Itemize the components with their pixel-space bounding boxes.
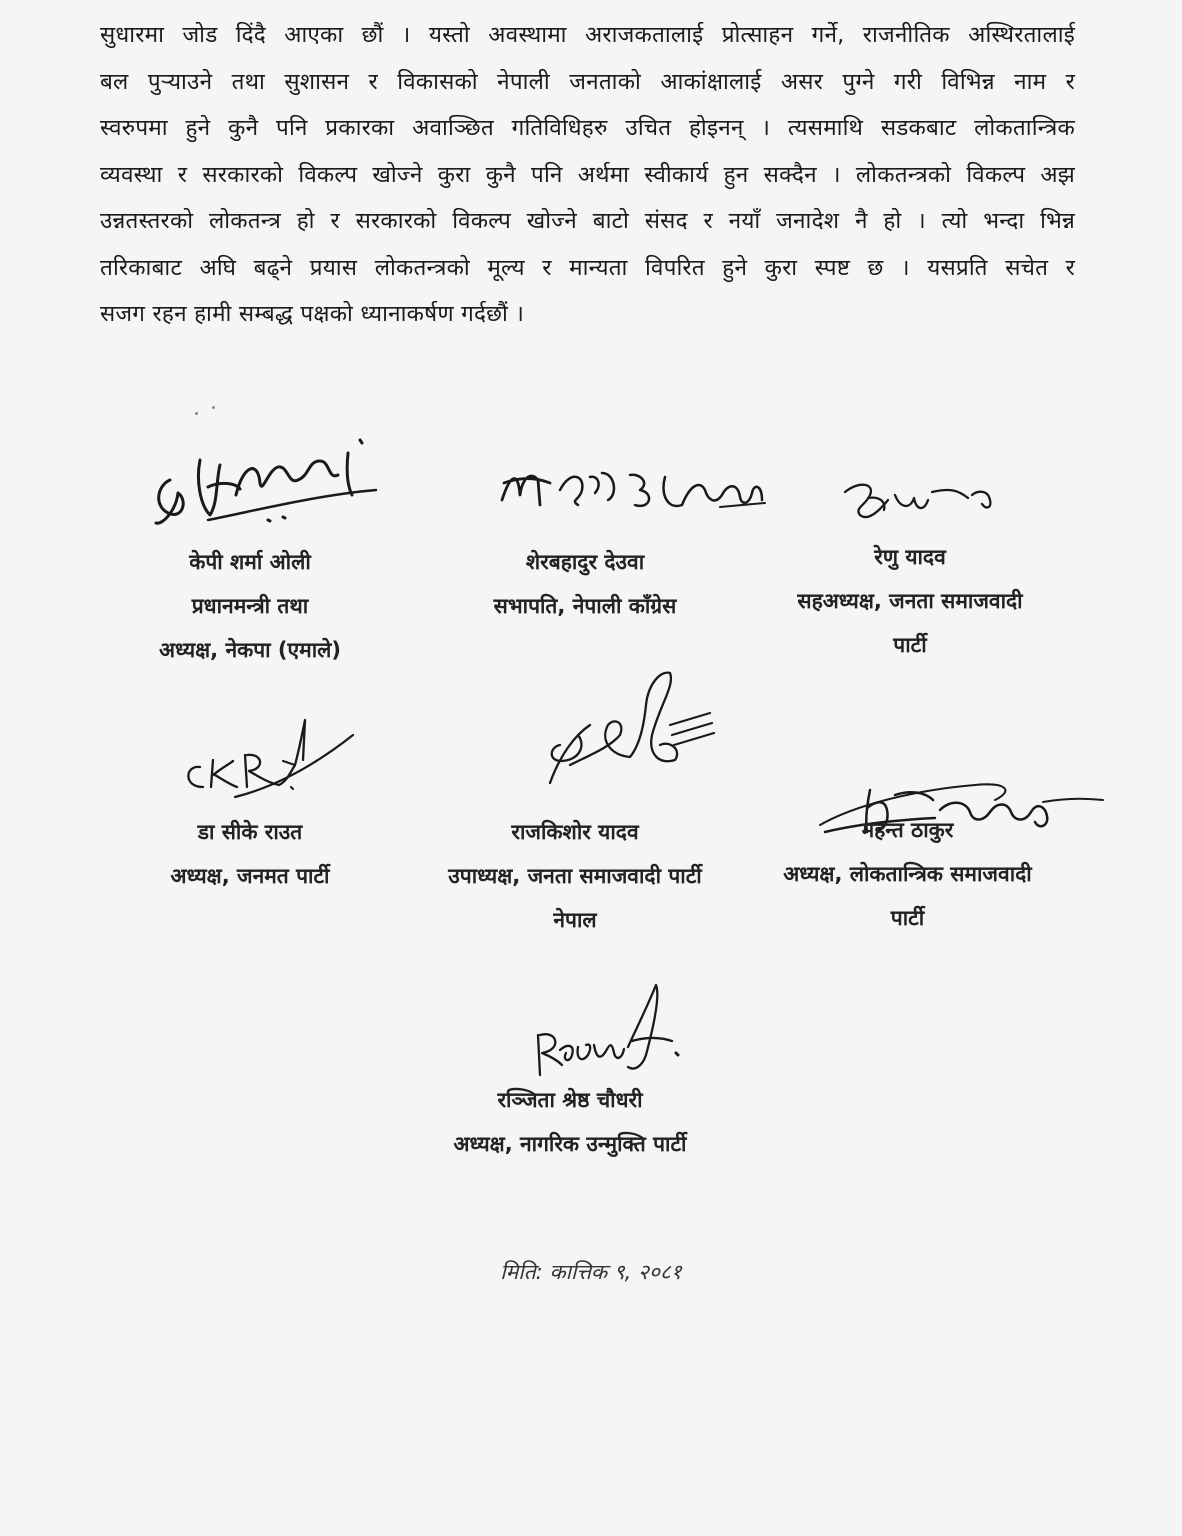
- body-line: सजग रहन हामी सम्बद्ध पक्षको ध्यानाकर्षण गर्दछौं ।: [100, 301, 525, 327]
- signatory-title: पार्टी: [893, 633, 927, 657]
- signature-renu-yadav: [840, 470, 1010, 530]
- signatory-title: सभापति, नेपाली काँग्रेस: [493, 594, 677, 618]
- signatory-title: पार्टी: [890, 906, 925, 930]
- signatory-block: [405, 810, 745, 942]
- document-date: मिति: कात्तिक ९, २०८१: [500, 1260, 682, 1284]
- signatory-block: [755, 808, 1060, 940]
- body-line: तरिकाबाट अघि बढ्ने प्रयास लोकतन्त्रको मूल्य र मान्यता विपरित हुने कुरा स्पष्ट छ । यसप्रति सचेत र: [100, 254, 1075, 281]
- signature-ranjita-shrestha-chaudhary: [520, 975, 695, 1080]
- body-line: व्यवस्था र सरकारको विकल्प खोज्ने कुरा कुनै पनि अर्थमा स्वीकार्य हुन सक्दैन । लोकतन्त्रको विकल्प अझ: [100, 161, 1075, 188]
- signatory-block: [380, 1078, 760, 1166]
- signature-ck-raut: [175, 705, 360, 800]
- scan-speck: [195, 412, 198, 415]
- scan-speck: [212, 406, 215, 409]
- signatory-name: शेरबहादुर देउवा: [525, 550, 645, 574]
- signatory-block: [420, 540, 750, 628]
- signature-rajkishor-yadav: [520, 665, 720, 795]
- signatory-block: [760, 535, 1060, 667]
- signatory-title: उपाध्यक्ष, जनता समाजवादी पार्टी: [448, 864, 702, 888]
- signatory-title: अध्यक्ष, लोकतान्त्रिक समाजवादी: [783, 862, 1032, 886]
- signatory-title: सहअध्यक्ष, जनता समाजवादी: [797, 589, 1023, 613]
- signatory-name: महन्त ठाकुर: [861, 818, 954, 842]
- signature-sher-bahadur-deuba: [490, 455, 780, 525]
- signatory-name: केपी शर्मा ओली: [189, 550, 311, 574]
- signatory-name: राजकिशोर यादव: [511, 820, 639, 844]
- signatory-name: डा सीके राउत: [197, 820, 303, 844]
- signatory-title: अध्यक्ष, जनमत पार्टी: [170, 864, 330, 888]
- signature-kp-oli: [148, 425, 388, 535]
- body-line: स्वरुपमा हुने कुनै पनि प्रकारका अवाञ्छित गतिविधिहरु उचित होइनन् । त्यसमाथि सडकबाट लोकतान्त्रिक: [100, 115, 1075, 141]
- signatory-name: रञ्जिता श्रेष्ठ चौधरी: [497, 1088, 643, 1112]
- signatory-title: अध्यक्ष, नागरिक उन्मुक्ति पार्टी: [453, 1132, 687, 1156]
- body-line: सुधारमा जोड दिंदै आएका छौं । यस्तो अवस्थामा अराजकतालाई प्रोत्साहन गर्ने, राजनीतिक अस्थिरतालाई: [100, 22, 1075, 48]
- signatory-block: [100, 540, 400, 672]
- signatory-title: अध्यक्ष, नेकपा (एमाले): [159, 638, 341, 662]
- body-line: बल पुऱ्याउने तथा सुशासन र विकासको नेपाली जनताको आकांक्षालाई असर पुग्ने गरी विभिन्न नाम र: [100, 68, 1075, 95]
- signatory-block: [100, 810, 400, 898]
- signatory-title: प्रधानमन्त्री तथा: [191, 594, 309, 618]
- signatory-name: रेणु यादव: [874, 545, 946, 569]
- body-line: उन्नतस्तरको लोकतन्त्र हो र सरकारको विकल्प खोज्ने बाटो संसद र नयाँ जनादेश नै हो । त्यो भन्दा भिन्न: [100, 208, 1075, 234]
- body-paragraph: [100, 12, 1075, 338]
- signatory-title: नेपाल: [553, 908, 597, 932]
